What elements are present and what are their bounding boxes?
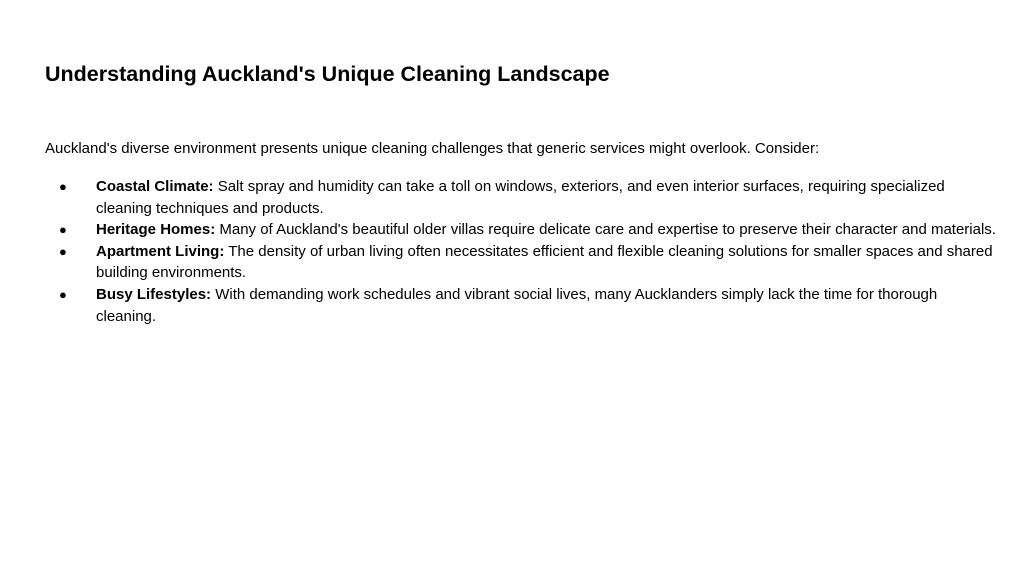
bullet-label: Busy Lifestyles: xyxy=(96,285,212,303)
bullet-icon: ● xyxy=(59,222,67,238)
bullet-label: Apartment Living: xyxy=(96,242,225,260)
bullet-label: Heritage Homes: xyxy=(96,221,216,239)
bullet-icon: ● xyxy=(59,286,67,302)
bullet-label: Coastal Climate: xyxy=(96,178,214,195)
slide-title: Understanding Auckland's Unique Cleaning Landscape xyxy=(45,62,610,86)
bullet-list xyxy=(0,176,1000,327)
list-item xyxy=(0,176,1000,219)
list-item xyxy=(0,284,1000,327)
bullet-text: The density of urban living often necessitates efficient and flexible cleaning solutions for smaller spaces and shared building environments. xyxy=(96,242,993,282)
bullet-text: Salt spray and humidity can take a toll on windows, exteriors, and even interior surfaces, requiring specialized cleaning techniques and products. xyxy=(96,178,945,217)
bullet-icon: ● xyxy=(59,243,67,259)
bullet-text: Many of Auckland's beautiful older villas require delicate care and expertise to preserve their character and materials. xyxy=(215,221,996,239)
intro-paragraph: Auckland's diverse environment presents unique cleaning challenges that generic services might overlook. Consider: xyxy=(45,140,820,157)
bullet-icon: ● xyxy=(59,179,67,194)
list-item xyxy=(0,219,1000,241)
bullet-text: With demanding work schedules and vibrant social lives, many Aucklanders simply lack the time for thorough cleaning. xyxy=(96,285,938,325)
list-item xyxy=(0,241,1000,284)
